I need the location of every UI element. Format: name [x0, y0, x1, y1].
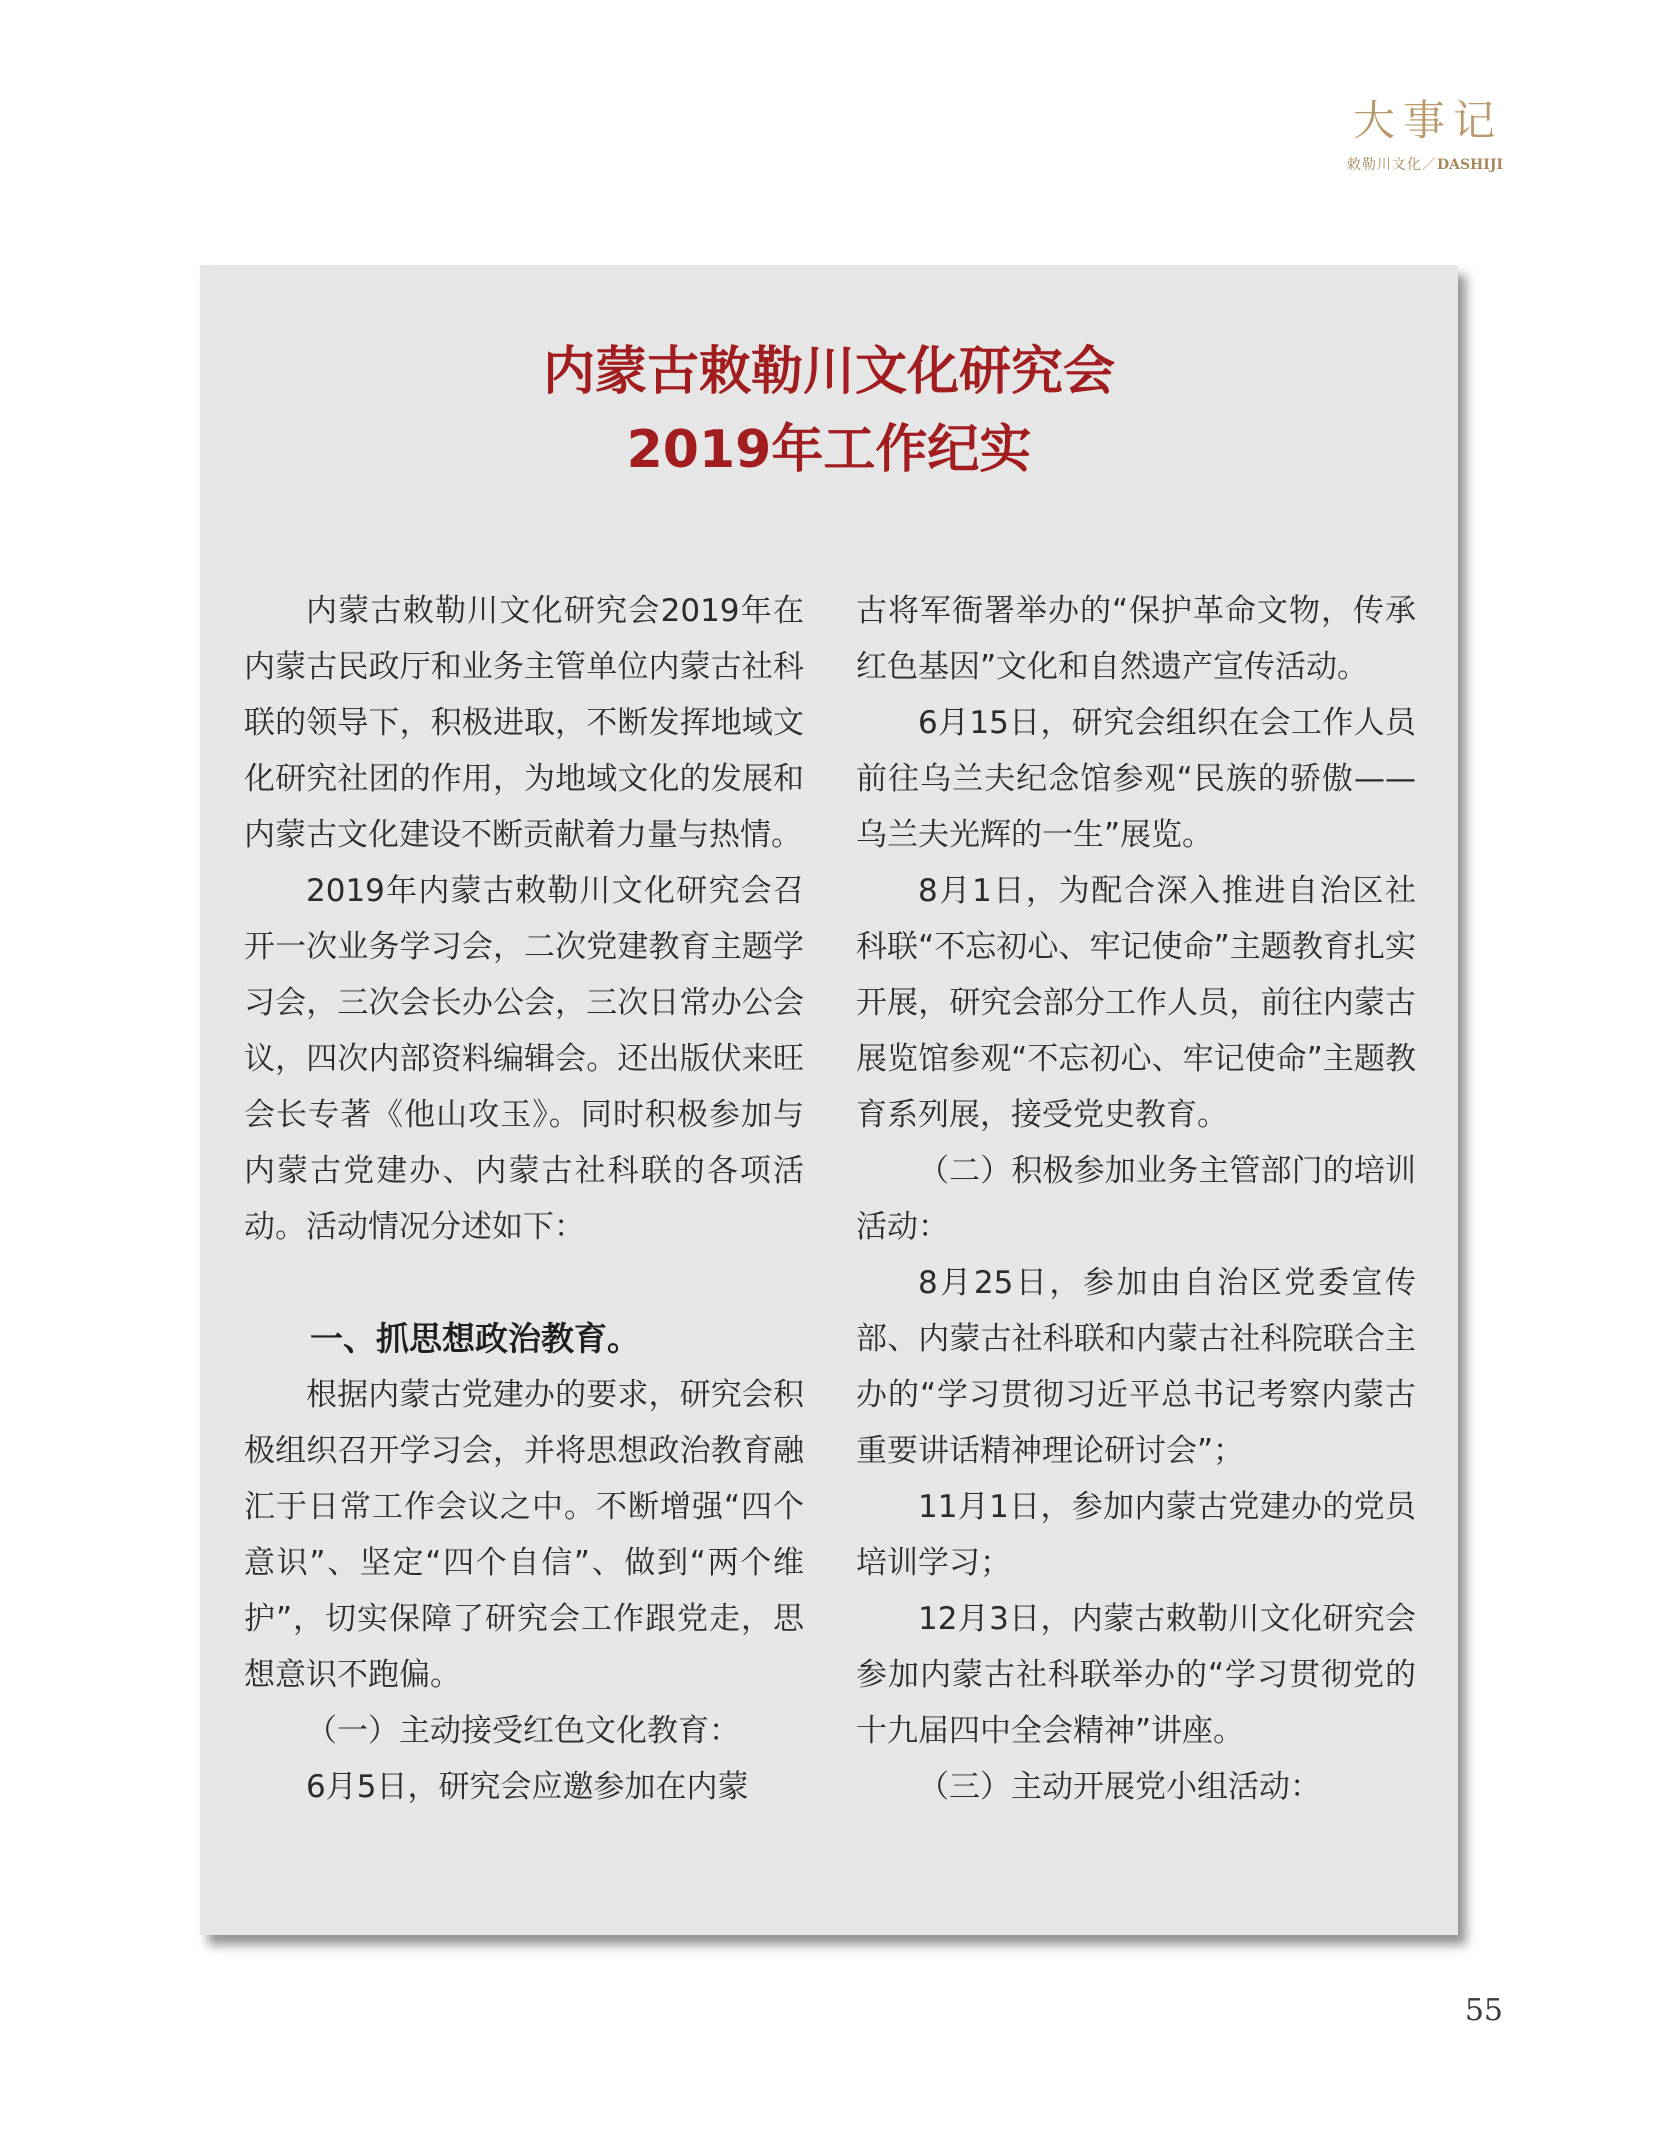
section-subtitle: [1347, 154, 1503, 174]
paragraph-june5: 6月5日，研究会应邀参加在内蒙: [306, 1769, 749, 1805]
article-title-line1: 内蒙古敕勒川文化研究会: [542, 342, 1115, 402]
paragraph-june15: 6月15日，研究会组织在会工作人员前往乌兰夫纪念馆参观“民族的骄傲——乌兰夫光辉的一生”展览。: [856, 705, 1416, 853]
paragraph-dec3: 12月3日，内蒙古敕勒川文化研究会参加内蒙古社科联举办的“学习贯彻党的十九届四中全会精神”讲座。: [856, 1601, 1416, 1749]
article-title-line2: 2019年工作纪实: [626, 420, 1032, 480]
paragraph-section1: 根据内蒙古党建办的要求，研究会积极组织召开学习会，并将思想政治教育融汇于日常工作会议之中。不断增强“四个意识”、坚定“四个自信”、做到“两个维护”，切实保障了研究会工作跟党走，思想意识不跑偏。: [244, 1377, 804, 1693]
article-title: [200, 333, 1458, 489]
subheading-1: （一）主动接受红色文化教育：: [306, 1713, 740, 1749]
left-column: [244, 583, 804, 1815]
paragraph-intro: 内蒙古敕勒川文化研究会2019年在内蒙古民政厅和业务主管单位内蒙古社科联的领导下，积极进取，不断发挥地域文化研究社团的作用，为地域文化的发展和内蒙古文化建设不断贡献着力量与热情。: [244, 593, 804, 853]
paragraph-aug25: 8月25日，参加由自治区党委宣传部、内蒙古社科联和内蒙古社科院联合主办的“学习贯彻习近平总书记考察内蒙古重要讲话精神理论研讨会”；: [856, 1265, 1416, 1469]
running-header: [1346, 96, 1503, 174]
paragraph-summary: 2019年内蒙古敕勒川文化研究会召开一次业务学习会，二次党建教育主题学习会，三次会长办公会，三次日常办公会议，四次内部资料编辑会。还出版伏来旺会长专著《他山攻玉》。同时积极参加与内蒙古党建办、内蒙古社科联的各项活动。活动情况分述如下：: [244, 873, 804, 1245]
page-number: 55: [1464, 1993, 1503, 2028]
section-title: 大事记: [1352, 96, 1503, 145]
section-subtitle-cn: 敕勒川文化: [1346, 157, 1422, 173]
right-column: [856, 583, 1416, 1815]
paragraph-continued: 古将军衙署举办的“保护革命文物，传承红色基因”文化和自然遗产宣传活动。: [856, 593, 1416, 685]
article-panel: [200, 265, 1458, 1935]
paragraph-nov1: 11月1日，参加内蒙古党建办的党员培训学习；: [856, 1489, 1416, 1581]
section-heading-1: 一、抓思想政治教育。: [310, 1319, 640, 1358]
section-subtitle-en: DASHIJI: [1436, 157, 1503, 173]
paragraph-aug1: 8月1日，为配合深入推进自治区社科联“不忘初心、牢记使命”主题教育扎实开展，研究会部分工作人员，前往内蒙古展览馆参观“不忘初心、牢记使命”主题教育系列展，接受党史教育。: [856, 873, 1416, 1133]
subheading-3: （三）主动开展党小组活动：: [918, 1769, 1321, 1805]
subheading-2: （二）积极参加业务主管部门的培训活动：: [856, 1153, 1416, 1245]
section-subtitle-separator: ／: [1421, 157, 1437, 173]
